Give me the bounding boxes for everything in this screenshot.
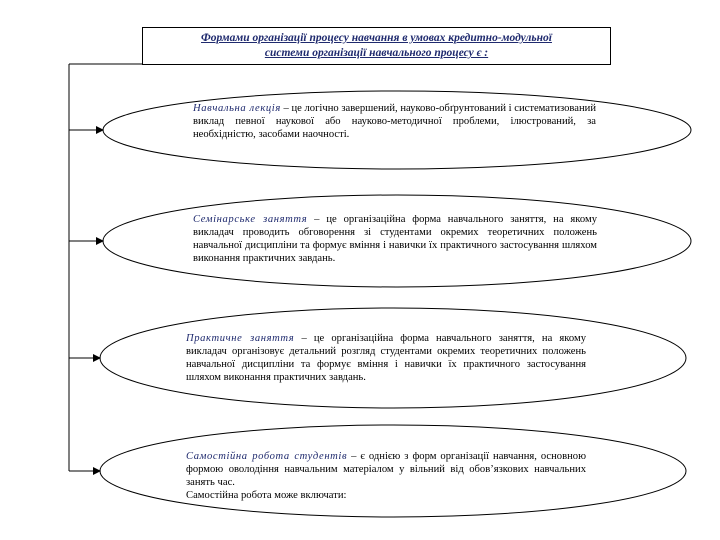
title-line-2: системи організації навчального процесу є : — [264, 47, 489, 59]
self-study-term: Самостійна робота студентів — [186, 451, 348, 462]
title-line-1: Формами організації процесу навчання в умовах кредитно-модульної — [201, 32, 552, 44]
lecture-term: Навчальна лекція — [193, 103, 281, 114]
seminar-term: Семінарське заняття — [193, 214, 308, 225]
seminar-text — [193, 213, 597, 265]
practical-term: Практичне заняття — [186, 333, 295, 344]
self-study-text — [186, 450, 586, 502]
self-study-definition: – є однією з форм організації навчання, основною формою оволодіння навчальним матеріалом у вільний від обов’язкових навчальних занять час. — [186, 451, 586, 488]
practical-definition: – це організаційна форма навчального заняття, на якому викладач організовує детальний розгляд студентами окремих теоретичних положень навчальної дисципліни та формує вміння і навички їх практичного застосування шляхом виконання практичних завдань. — [186, 333, 586, 383]
self-study-extra: Самостійна робота може включати: — [186, 490, 347, 501]
lecture-text — [193, 102, 596, 141]
practical-text — [186, 332, 586, 384]
lecture-definition: – це логічно завершений, науково-обґрунтований і систематизований виклад певної наукової або науково-методичної проблеми, ілюстрований, за необхідністю, засобами наочності. — [193, 103, 597, 140]
seminar-definition: – це організаційна форма навчального заняття, на якому викладач проводить обговорення зі студентами окремих теоретичних положень навчальної дисципліни та формує вміння і навички їх практичного застосування шляхом виконання практичних завдань. — [193, 214, 597, 264]
